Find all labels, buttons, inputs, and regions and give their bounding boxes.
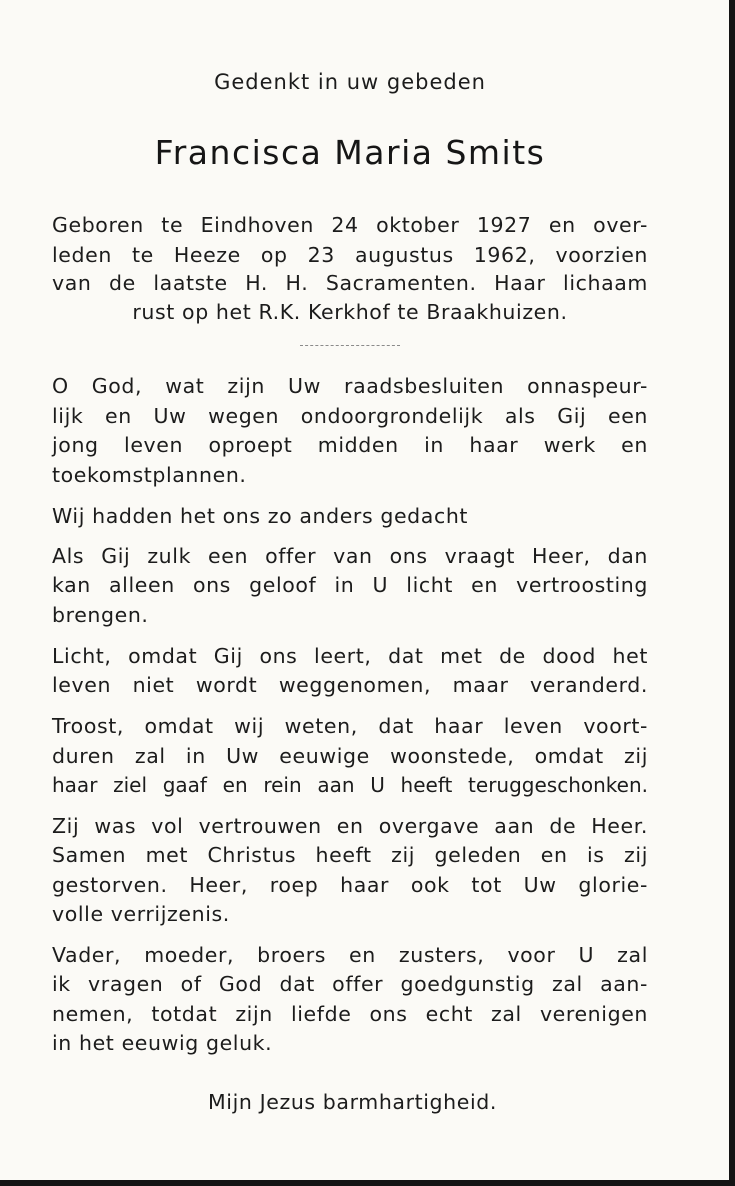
prayer-line: Wij hadden het ons zo anders gedacht [52, 504, 469, 528]
bio-line: leden te Heeze op 23 augustus 1962, voorzien [52, 243, 648, 267]
deceased-name: Francisca Maria Smits [154, 133, 546, 172]
prayer-line: kan alleen ons geloof in U licht en vertroosting [52, 573, 648, 597]
prayer-line: O God, wat zijn Uw raadsbesluiten onnaspeur- [52, 374, 648, 398]
bio-line: rust op het R.K. Kerkhof te Braakhuizen. [132, 300, 568, 324]
prayer-line: lijk en Uw wegen ondoorgrondelijk als Gij een [52, 404, 648, 428]
prayer-line: Troost, omdat wij weten, dat haar leven voort- [52, 714, 648, 738]
prayer-line: Als Gij zulk een offer van ons vraagt Heer, dan [52, 544, 648, 568]
prayer-line: haar ziel gaaf en rein aan U heeft teruggeschonken. [52, 773, 648, 797]
prayer-line: Samen met Christus heeft zij geleden en is zij [52, 843, 648, 867]
prayer-line: ik vragen of God dat offer goedgunstig zal aan- [52, 972, 648, 996]
bio-line: van de laatste H. H. Sacramenten. Haar lichaam [52, 271, 648, 295]
prayer-line: volle verrijzenis. [52, 902, 230, 926]
prayer-line: duren zal in Uw eeuwige woonstede, omdat zij [52, 744, 648, 768]
prayer-line: nemen, totdat zijn liefde ons echt zal verenigen [52, 1002, 648, 1026]
prayer-line: Zij was vol vertrouwen en overgave aan de Heer. [52, 814, 648, 838]
prayer-line: Vader, moeder, broers en zusters, voor U zal [52, 943, 648, 967]
prayer-line: in het eeuwig geluk. [52, 1031, 273, 1055]
card-heading: Gedenkt in uw gebeden [214, 70, 486, 94]
prayer-line: gestorven. Heer, roep haar ook tot Uw glorie- [52, 873, 648, 897]
prayer-line: toekomstplannen. [52, 463, 247, 487]
bio-line: Geboren te Eindhoven 24 oktober 1927 en over- [52, 213, 648, 237]
prayer-line: brengen. [52, 603, 149, 627]
prayer-line: leven niet wordt weggenomen, maar veranderd. [52, 673, 648, 697]
section-divider [300, 345, 400, 346]
closing-line: Mijn Jezus barmhartigheid. [208, 1090, 497, 1114]
prayer-line: jong leven oproept midden in haar werk en [52, 433, 648, 457]
prayer-line: Licht, omdat Gij ons leert, dat met de dood het [52, 644, 648, 668]
